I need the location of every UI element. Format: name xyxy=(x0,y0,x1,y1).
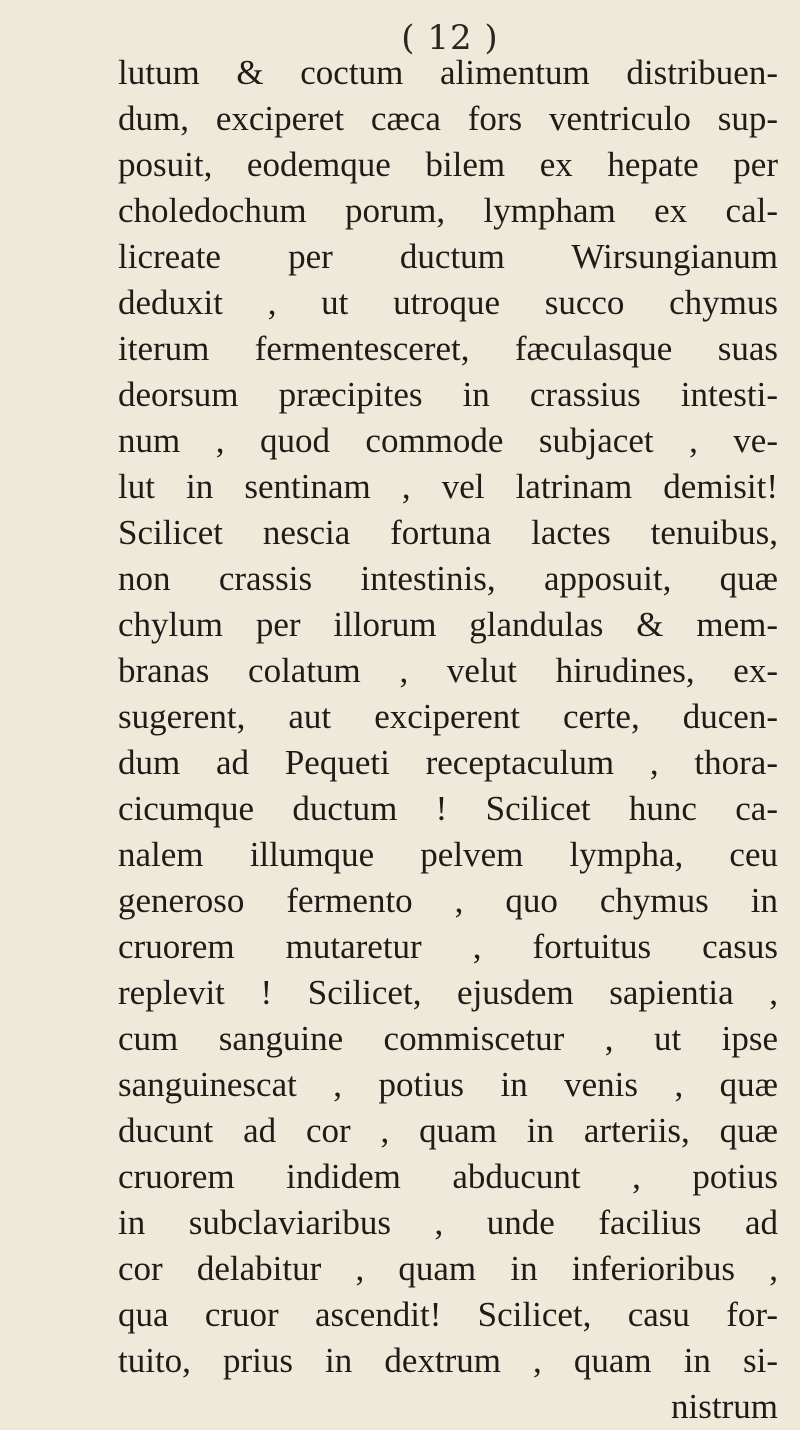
page-number: ( 12 ) xyxy=(401,18,499,58)
text-line: cor delabitur , quam in inferioribus , xyxy=(118,1249,778,1288)
text-line: Scilicet nescia fortuna lactes tenuibus, xyxy=(118,513,778,552)
text-line: cruorem indidem abducunt , potius xyxy=(118,1157,778,1196)
text-line: sugerent, aut exciperent certe, ducen- xyxy=(118,697,778,736)
text-line: chylum per illorum glandulas & mem- xyxy=(118,605,778,644)
text-line: cruorem mutaretur , fortuitus casus xyxy=(118,927,778,966)
text-line: non crassis intestinis, apposuit, quæ xyxy=(118,559,778,598)
text-line: licreate per ductum Wirsungianum xyxy=(118,237,778,276)
body-text xyxy=(118,50,778,1430)
text-line: branas colatum , velut hirudines, ex- xyxy=(118,651,778,690)
text-line: lut in sentinam , vel latrinam demisit! xyxy=(118,467,778,506)
text-line: generoso fermento , quo chymus in xyxy=(118,881,778,920)
text-line: cicumque ductum ! Scilicet hunc ca- xyxy=(118,789,778,828)
text-line: lutum & coctum alimentum distribuen- xyxy=(118,53,778,92)
text-line: qua cruor ascendit! Scilicet, casu for- xyxy=(118,1295,778,1334)
text-line: posuit, eodemque bilem ex hepate per xyxy=(118,145,778,184)
text-line: num , quod commode subjacet , ve- xyxy=(118,421,778,460)
text-line: tuito, prius in dextrum , quam in si- xyxy=(118,1341,778,1380)
text-line: dum ad Pequeti receptaculum , thora- xyxy=(118,743,778,782)
text-line: nalem illumque pelvem lympha, ceu xyxy=(118,835,778,874)
text-line: in subclaviaribus , unde facilius ad xyxy=(118,1203,778,1242)
text-line: choledochum porum, lympham ex cal- xyxy=(118,191,778,230)
text-line: replevit ! Scilicet, ejusdem sapientia , xyxy=(118,973,778,1012)
text-line: deorsum præcipites in crassius intesti- xyxy=(118,375,778,414)
text-line-catchword: nistrum xyxy=(671,1387,778,1426)
text-line: iterum fermentesceret, fæculasque suas xyxy=(118,329,778,368)
text-line: ducunt ad cor , quam in arteriis, quæ xyxy=(118,1111,778,1150)
text-line: dum, exciperet cæca fors ventriculo sup- xyxy=(118,99,778,138)
text-line: deduxit , ut utroque succo chymus xyxy=(118,283,778,322)
text-line: sanguinescat , potius in venis , quæ xyxy=(118,1065,778,1104)
text-line: cum sanguine commiscetur , ut ipse xyxy=(118,1019,778,1058)
